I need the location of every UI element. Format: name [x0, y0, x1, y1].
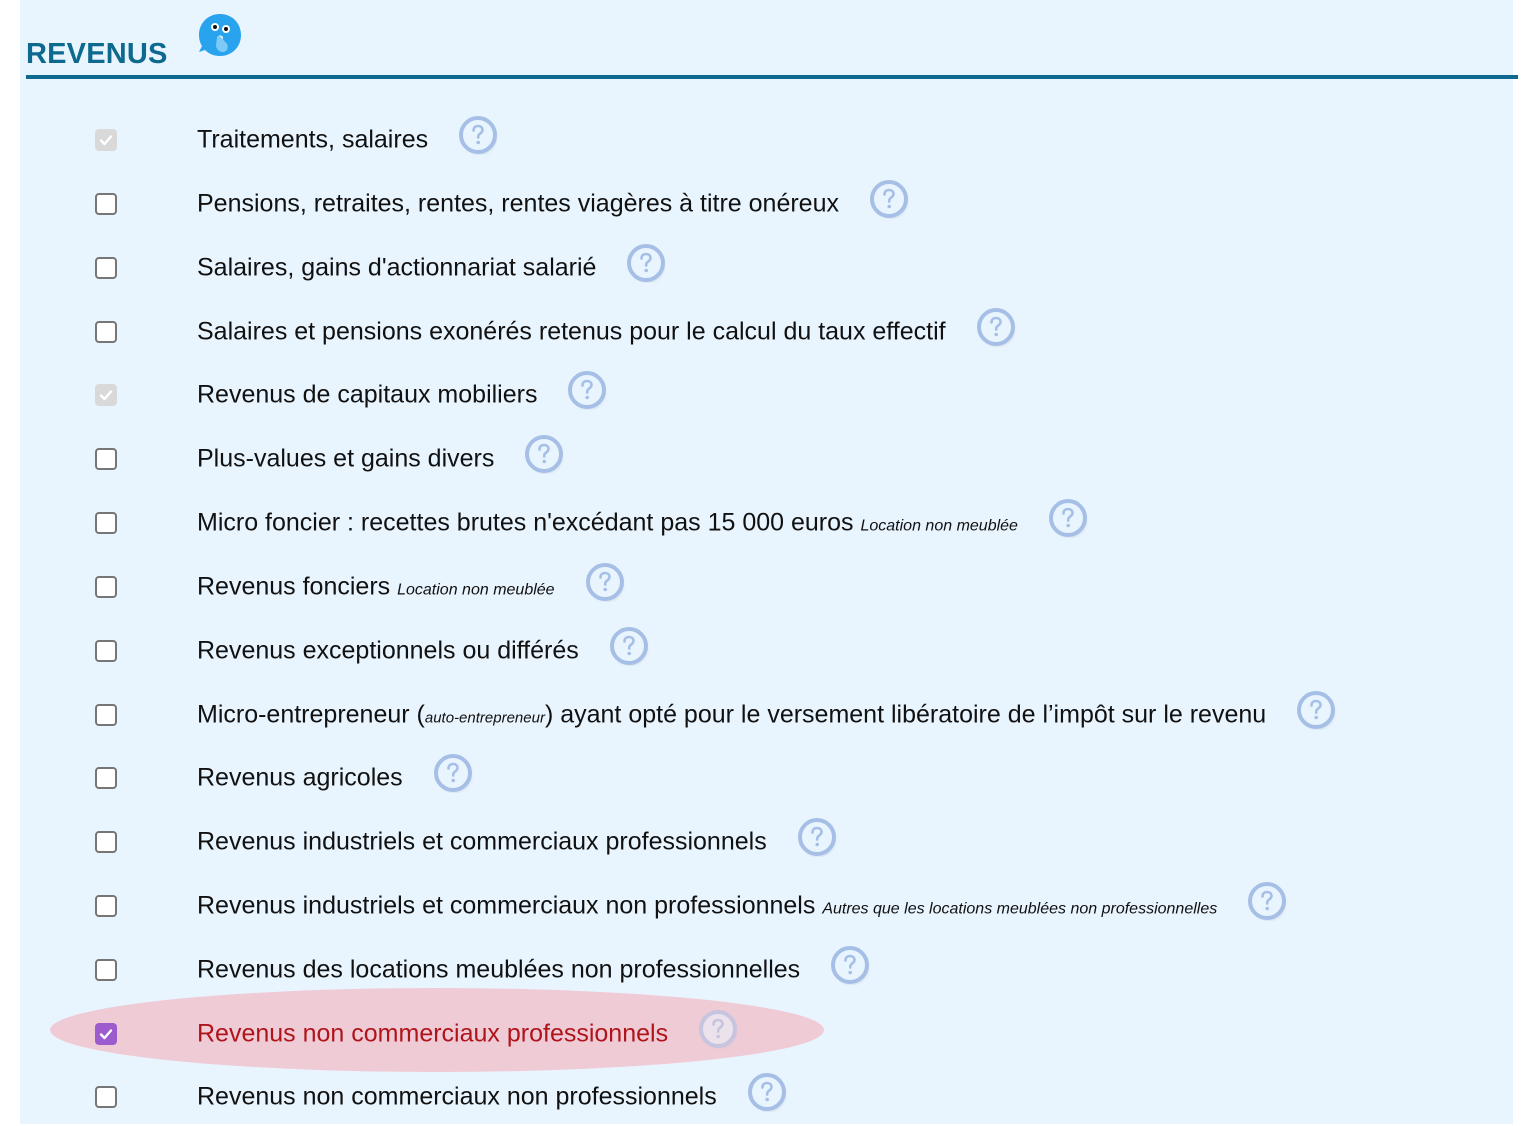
- income-item-label[interactable]: [197, 504, 1088, 544]
- income-item-label[interactable]: [197, 1015, 738, 1055]
- help-icon[interactable]: [609, 626, 649, 666]
- income-item-label[interactable]: [197, 696, 1336, 736]
- label-inline-note: auto-entrepreneur: [424, 709, 545, 727]
- income-item-label[interactable]: [197, 887, 1287, 927]
- label-sub-note: Location non meublée: [397, 581, 555, 599]
- label-text: Micro foncier : recettes brutes n'excédant pas 15 000 euros: [197, 508, 854, 537]
- checkbox-unchecked[interactable]: [95, 193, 117, 215]
- checkbox-unchecked[interactable]: [95, 895, 117, 917]
- surprised-bubble-mascot-icon: [197, 12, 243, 58]
- income-item-row[interactable]: [20, 1062, 1513, 1126]
- help-icon[interactable]: [626, 243, 666, 283]
- income-item-row[interactable]: [20, 999, 1513, 1063]
- checkbox-unchecked[interactable]: [95, 448, 117, 470]
- label-text: Revenus fonciers: [197, 572, 391, 601]
- label-text: Revenus de capitaux mobiliers: [197, 380, 538, 409]
- income-item-row[interactable]: [20, 105, 1513, 169]
- help-icon[interactable]: [797, 817, 837, 857]
- income-item-label[interactable]: [197, 121, 498, 161]
- income-item-label[interactable]: [197, 1078, 787, 1118]
- help-icon[interactable]: [747, 1072, 787, 1112]
- income-item-row[interactable]: [20, 552, 1513, 616]
- label-text: Revenus des locations meublées non professionnelles: [197, 955, 801, 984]
- label-text: Revenus agricoles: [197, 763, 403, 792]
- section-header: [26, 10, 1513, 70]
- section-title: REVENUS: [26, 38, 168, 70]
- checkbox-unchecked[interactable]: [95, 767, 117, 789]
- help-icon[interactable]: [433, 753, 473, 793]
- income-item-row[interactable]: [20, 680, 1513, 744]
- income-item-row[interactable]: [20, 935, 1513, 999]
- checkbox-unchecked[interactable]: [95, 321, 117, 343]
- income-item-row[interactable]: [20, 743, 1513, 807]
- help-icon[interactable]: [1247, 881, 1287, 921]
- income-item-row[interactable]: [20, 616, 1513, 680]
- income-item-label[interactable]: [197, 249, 666, 289]
- income-item-row[interactable]: [20, 488, 1513, 552]
- label-sub-note: Location non meublée: [860, 517, 1018, 535]
- income-item-row[interactable]: [20, 297, 1513, 361]
- help-icon[interactable]: [524, 434, 564, 474]
- checkmark-icon: [98, 132, 114, 148]
- checkmark-icon: [98, 1026, 114, 1042]
- help-icon[interactable]: [567, 370, 607, 410]
- checkbox-unchecked[interactable]: [95, 512, 117, 534]
- checkbox-checked[interactable]: [95, 1023, 117, 1045]
- income-item-label[interactable]: [197, 951, 870, 991]
- label-text: Salaires et pensions exonérés retenus pour le calcul du taux effectif: [197, 317, 946, 346]
- help-icon[interactable]: [458, 115, 498, 155]
- label-text: Revenus non commerciaux professionnels: [197, 1019, 669, 1048]
- income-item-row[interactable]: [20, 871, 1513, 935]
- label-text: Pensions, retraites, rentes, rentes viagères à titre onéreux: [197, 189, 839, 218]
- label-text: Revenus industriels et commerciaux professionnels: [197, 827, 767, 856]
- label-text: Revenus exceptionnels ou différés: [197, 636, 579, 665]
- checkbox-unchecked[interactable]: [95, 831, 117, 853]
- label-text: Revenus non commerciaux non professionnels: [197, 1082, 717, 1111]
- checkbox-disabled-checked[interactable]: [95, 384, 117, 406]
- checkbox-unchecked[interactable]: [95, 576, 117, 598]
- label-text: Micro-entrepreneur (: [197, 700, 425, 729]
- help-icon[interactable]: [1296, 690, 1336, 730]
- income-item-label[interactable]: [197, 440, 564, 480]
- income-item-label[interactable]: [197, 759, 473, 799]
- label-text: ) ayant opté pour le versement libératoire de l’impôt sur le revenu: [544, 700, 1267, 729]
- label-sub-note: Autres que les locations meublées non professionnelles: [822, 900, 1218, 918]
- income-item-label[interactable]: [197, 313, 1016, 353]
- help-icon[interactable]: [698, 1009, 738, 1049]
- help-icon[interactable]: [830, 945, 870, 985]
- income-item-row[interactable]: [20, 233, 1513, 297]
- income-item-row[interactable]: [20, 360, 1513, 424]
- label-text: Traitements, salaires: [197, 125, 429, 154]
- income-item-row[interactable]: [20, 807, 1513, 871]
- income-item-row[interactable]: [20, 169, 1513, 233]
- income-item-label[interactable]: [197, 823, 837, 863]
- help-icon[interactable]: [1048, 498, 1088, 538]
- help-icon[interactable]: [869, 179, 909, 219]
- checkbox-disabled-checked[interactable]: [95, 129, 117, 151]
- income-item-label[interactable]: [197, 185, 909, 225]
- checkmark-icon: [98, 387, 114, 403]
- label-text: Salaires, gains d'actionnariat salarié: [197, 253, 597, 282]
- checkbox-unchecked[interactable]: [95, 640, 117, 662]
- checkbox-unchecked[interactable]: [95, 704, 117, 726]
- label-text: Revenus industriels et commerciaux non professionnels: [197, 891, 816, 920]
- income-item-label[interactable]: [197, 568, 625, 608]
- checkbox-unchecked[interactable]: [95, 959, 117, 981]
- help-icon[interactable]: [585, 562, 625, 602]
- income-item-row[interactable]: [20, 424, 1513, 488]
- income-item-label[interactable]: [197, 376, 607, 416]
- checkbox-unchecked[interactable]: [95, 1086, 117, 1108]
- income-item-label[interactable]: [197, 632, 649, 672]
- checkbox-unchecked[interactable]: [95, 257, 117, 279]
- label-text: Plus-values et gains divers: [197, 444, 495, 473]
- revenus-panel: [20, 0, 1513, 1124]
- help-icon[interactable]: [976, 307, 1016, 347]
- section-divider: [26, 75, 1518, 79]
